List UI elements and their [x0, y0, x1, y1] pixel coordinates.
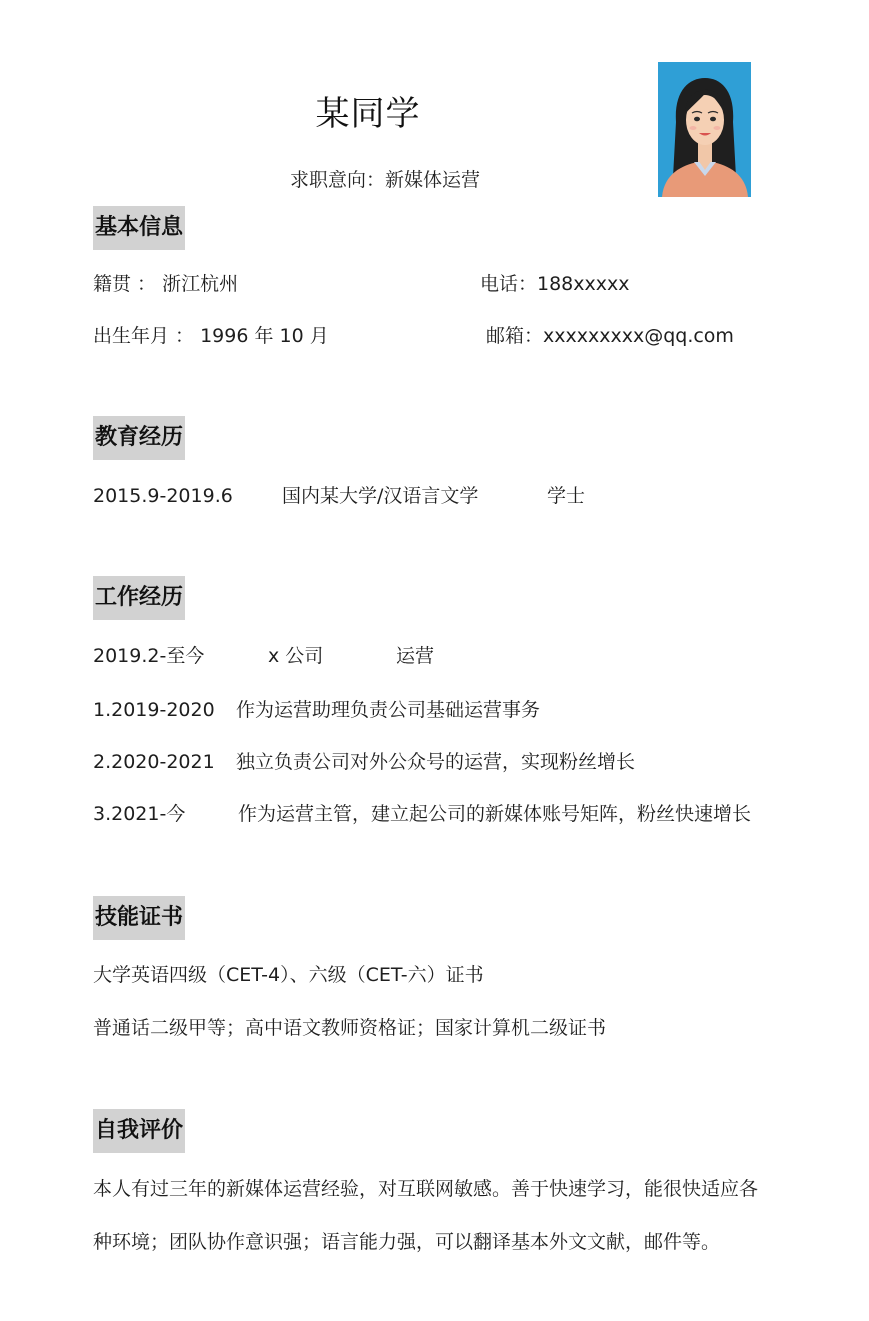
skills-line: 大学英语四级（CET-4）、六级（CET-六）证书 — [93, 964, 484, 986]
work-item-year: 1.2019-2020 — [93, 699, 215, 721]
section-title-skills: 技能证书 — [93, 896, 185, 940]
email: 邮箱：xxxxxxxxx@qq.com — [486, 325, 734, 347]
phone: 电话：188xxxxx — [480, 273, 630, 295]
section-title-self-evaluation: 自我评价 — [93, 1109, 185, 1153]
education-degree: 学士 — [547, 485, 586, 507]
birth-date: 出生年月 ： 1996 年 10 月 — [93, 325, 329, 347]
skills-line: 普通话二级甲等；高中语文教师资格证；国家计算机二级证书 — [93, 1017, 607, 1039]
work-item-year: 2.2020-2021 — [93, 751, 215, 773]
self-evaluation-line: 本人有过三年的新媒体运营经验，对互联网敏感。善于快速学习，能很快适应各 — [93, 1178, 759, 1200]
section-title-work: 工作经历 — [93, 576, 185, 620]
work-period: 2019.2-至今 — [93, 645, 205, 667]
resume-name: 某同学 — [315, 94, 421, 134]
section-title-education: 教育经历 — [93, 416, 185, 460]
work-company: x 公司 — [268, 645, 324, 667]
work-item-year: 3.2021-今 — [93, 803, 186, 825]
self-evaluation-line: 种环境；团队协作意识强；语言能力强，可以翻译基本外文文献，邮件等。 — [93, 1231, 721, 1253]
education-period: 2015.9-2019.6 — [93, 485, 233, 507]
hometown: 籍贯 ： 浙江杭州 — [93, 273, 239, 295]
section-title-basic-info: 基本信息 — [93, 206, 185, 250]
work-item-desc: 作为运营主管，建立起公司的新媒体账号矩阵，粉丝快速增长 — [238, 803, 752, 825]
work-role: 运营 — [396, 645, 435, 667]
education-school: 国内某大学/汉语言文学 — [282, 485, 479, 507]
job-intent: 求职意向：新媒体运营 — [289, 169, 480, 191]
work-item-desc: 独立负责公司对外公众号的运营，实现粉丝增长 — [236, 751, 636, 773]
profile-photo — [658, 62, 751, 197]
work-item-desc: 作为运营助理负责公司基础运营事务 — [236, 699, 541, 721]
